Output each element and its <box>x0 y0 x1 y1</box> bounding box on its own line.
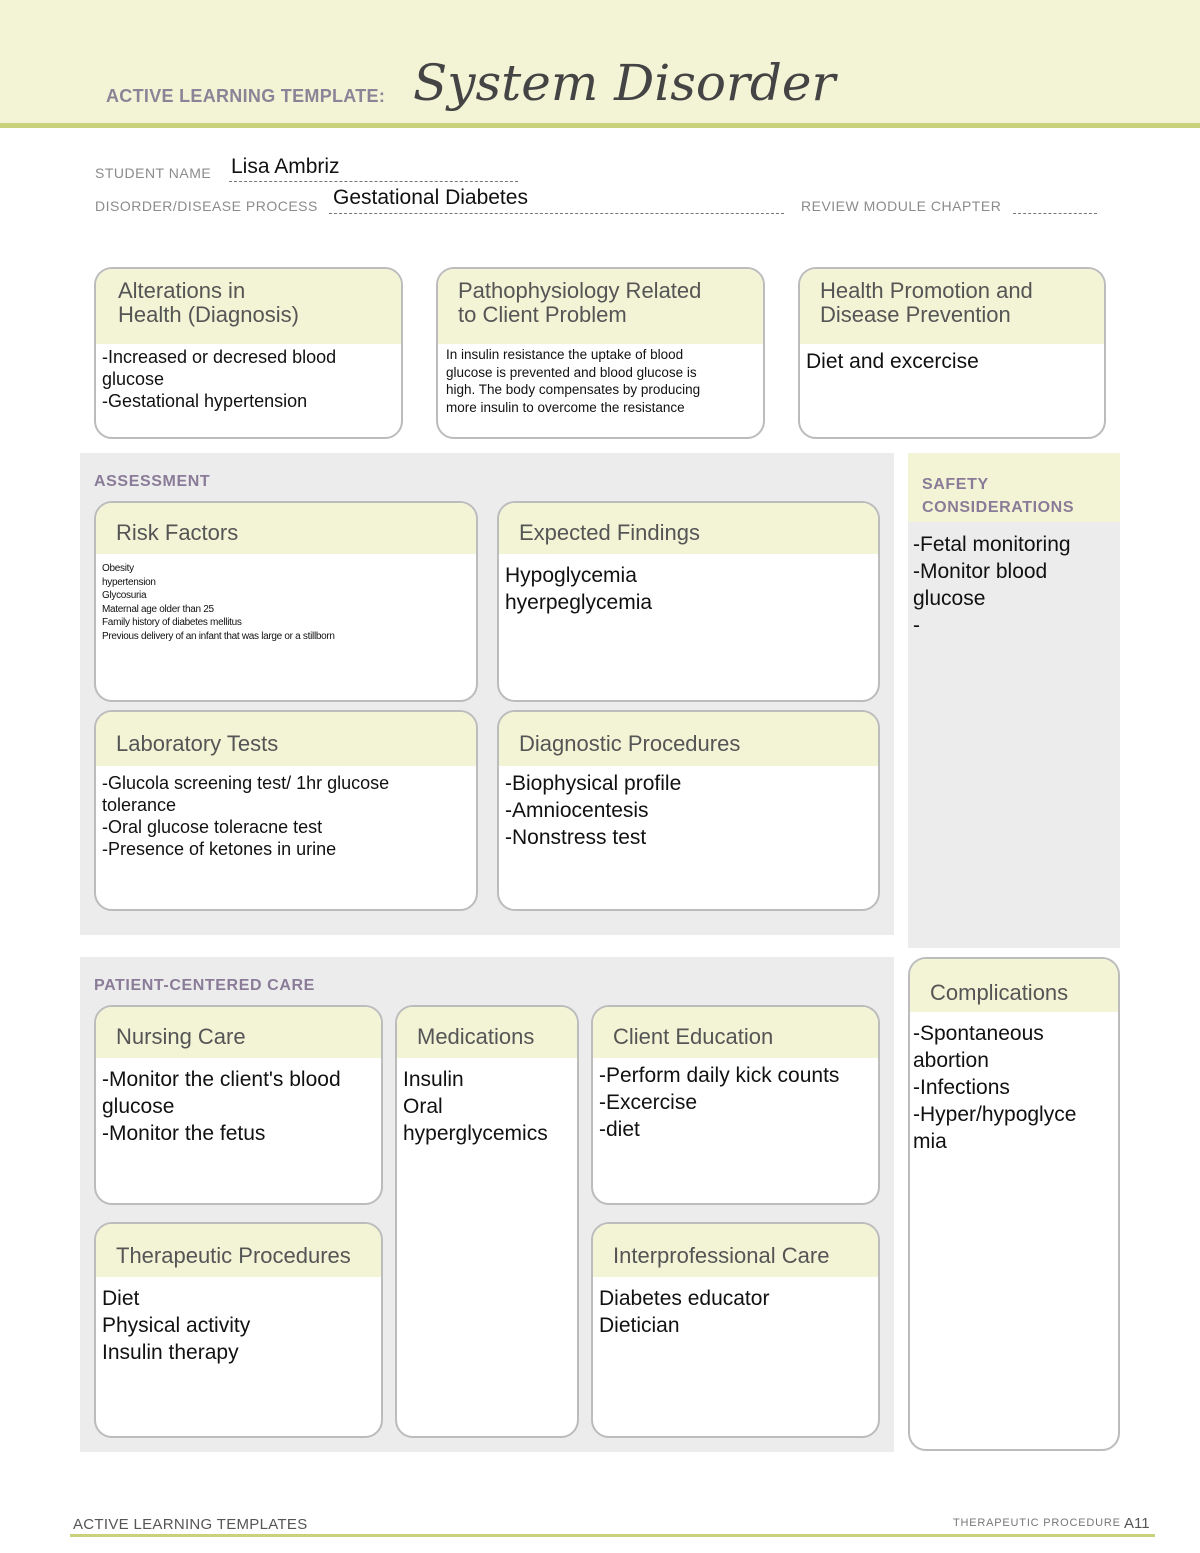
expected-findings-line: hyerpeglycemia <box>505 591 653 614</box>
alterations-title-line2: Health (Diagnosis) <box>118 302 299 327</box>
complications-card-header <box>910 959 1118 1012</box>
student-name-label: STUDENT NAME <box>95 165 212 181</box>
footer-left-label: ACTIVE LEARNING TEMPLATES <box>73 1516 308 1533</box>
complications-line: abortion <box>913 1049 989 1072</box>
safety-heading <box>922 473 1074 519</box>
client-education-title: Client Education <box>613 1024 774 1049</box>
student-name-underline <box>229 181 518 182</box>
risk-factors-card <box>94 501 478 702</box>
safety-content <box>913 531 1118 639</box>
laboratory-tests-line: tolerance <box>102 795 177 815</box>
laboratory-tests-line: -Presence of ketones in urine <box>102 839 337 859</box>
laboratory-tests-card <box>94 710 478 911</box>
disorder-underline <box>329 213 784 214</box>
health-promotion-line: Diet and excercise <box>806 350 979 373</box>
alterations-card-header <box>96 269 401 344</box>
medications-line: hyperglycemics <box>403 1122 548 1145</box>
patient-care-heading: PATIENT-CENTERED CARE <box>94 977 315 994</box>
medications-title: Medications <box>417 1024 535 1049</box>
safety-line: -Monitor blood <box>913 560 1048 583</box>
laboratory-tests-line: -Glucola screening test/ 1hr glucose <box>102 773 390 793</box>
laboratory-tests-line: -Oral glucose toleracne test <box>102 817 323 837</box>
nursing-care-title: Nursing Care <box>116 1024 246 1049</box>
expected-findings-card <box>497 501 880 702</box>
diagnostic-procedures-card-header <box>499 712 878 766</box>
alterations-title-line1: Alterations in <box>118 278 246 303</box>
risk-factors-line: Obesity <box>102 563 134 574</box>
disorder-field[interactable]: Gestational Diabetes <box>333 186 528 209</box>
pathophysiology-card <box>436 267 765 439</box>
expected-findings-card-header <box>499 503 878 554</box>
safety-line: -Fetal monitoring <box>913 533 1071 556</box>
safety-heading-line2: CONSIDERATIONS <box>922 499 1075 516</box>
therapeutic-procedures-line: Physical activity <box>102 1314 251 1337</box>
alterations-line: glucose <box>102 369 165 389</box>
complications-line: mia <box>913 1130 947 1153</box>
complications-line: -Infections <box>913 1076 1010 1099</box>
pathophysiology-title-line1: Pathophysiology Related <box>458 278 702 303</box>
disorder-label: DISORDER/DISEASE PROCESS <box>95 198 318 214</box>
therapeutic-procedures-line: Diet <box>102 1287 140 1310</box>
medications-card <box>395 1005 579 1438</box>
pathophysiology-card-header <box>438 269 763 344</box>
interprofessional-care-card-header <box>593 1224 878 1277</box>
alterations-card <box>94 267 403 439</box>
diagnostic-procedures-line: -Biophysical profile <box>505 772 682 795</box>
risk-factors-line: Glycosuria <box>102 590 147 601</box>
alterations-line: -Gestational hypertension <box>102 391 308 411</box>
laboratory-tests-card-header <box>96 712 476 766</box>
interprofessional-care-card <box>591 1222 880 1438</box>
expected-findings-line: Hypoglycemia <box>505 564 637 587</box>
expected-findings-title: Expected Findings <box>519 520 700 545</box>
client-education-line: -Excercise <box>599 1091 698 1114</box>
nursing-care-card-header <box>96 1007 381 1058</box>
chapter-label: REVIEW MODULE CHAPTER <box>801 198 1002 214</box>
risk-factors-line: Family history of diabetes mellitus <box>102 617 242 628</box>
medications-line: Insulin <box>403 1068 464 1091</box>
interprofessional-care-title: Interprofessional Care <box>613 1243 830 1268</box>
header-rule <box>0 123 1200 128</box>
assessment-heading: ASSESSMENT <box>94 473 211 490</box>
student-name-field[interactable]: Lisa Ambriz <box>231 155 340 178</box>
risk-factors-card-header <box>96 503 476 554</box>
template-label: ACTIVE LEARNING TEMPLATE: <box>106 86 386 106</box>
client-education-card <box>591 1005 880 1205</box>
pathophysiology-line: high. The body compensates by producing <box>446 382 701 397</box>
client-education-line: -Perform daily kick counts <box>599 1064 840 1087</box>
diagnostic-procedures-line: -Amniocentesis <box>505 799 649 822</box>
footer-right-label: THERAPEUTIC PROCEDURE <box>953 1517 1121 1529</box>
medications-line: Oral <box>403 1095 443 1118</box>
pathophysiology-title-line2: to Client Problem <box>458 302 627 327</box>
safety-line: - <box>913 614 920 637</box>
risk-factors-line: hypertension <box>102 576 156 588</box>
diagnostic-procedures-title: Diagnostic Procedures <box>519 731 741 756</box>
health-promotion-title-line1: Health Promotion and <box>820 278 1033 303</box>
laboratory-tests-title: Laboratory Tests <box>116 731 279 756</box>
risk-factors-line: Maternal age older than 25 <box>102 603 214 615</box>
health-promotion-card <box>798 267 1106 439</box>
pathophysiology-line: In insulin resistance the uptake of blood <box>446 347 684 362</box>
alterations-line: -Increased or decresed blood <box>102 347 337 367</box>
footer-rule <box>70 1534 1155 1537</box>
therapeutic-procedures-line: Insulin therapy <box>102 1341 239 1364</box>
client-education-line: -diet <box>599 1118 640 1141</box>
complications-line: -Spontaneous <box>913 1022 1044 1045</box>
nursing-care-card <box>94 1005 383 1205</box>
template-title: System Disorder <box>413 54 836 112</box>
safety-heading-line1: SAFETY <box>922 476 989 493</box>
complications-line: -Hyper/hypoglyce <box>913 1103 1077 1126</box>
pathophysiology-line: glucose is prevented and blood glucose is <box>446 364 697 380</box>
chapter-underline <box>1013 213 1097 214</box>
therapeutic-procedures-card <box>94 1222 383 1438</box>
safety-line: glucose <box>913 587 986 610</box>
therapeutic-procedures-card-header <box>96 1224 381 1277</box>
diagnostic-procedures-line: -Nonstress test <box>505 826 647 849</box>
risk-factors-title: Risk Factors <box>116 520 239 545</box>
complications-title: Complications <box>930 980 1069 1005</box>
client-education-card-header <box>593 1007 878 1058</box>
health-promotion-title-line2: Disease Prevention <box>820 302 1011 327</box>
footer-page-number: A11 <box>1124 1515 1150 1532</box>
nursing-care-line: -Monitor the fetus <box>102 1122 266 1145</box>
diagnostic-procedures-card <box>497 710 880 911</box>
nursing-care-line: -Monitor the client's blood <box>102 1068 341 1091</box>
safety-panel <box>908 453 1120 948</box>
interprofessional-care-line: Dietician <box>599 1314 680 1337</box>
health-promotion-card-header <box>800 269 1104 344</box>
complications-card <box>908 957 1120 1451</box>
therapeutic-procedures-title: Therapeutic Procedures <box>116 1243 351 1268</box>
pathophysiology-line: more insulin to overcome the resistance <box>446 399 685 415</box>
medications-card-header <box>397 1007 577 1058</box>
risk-factors-line: Previous delivery of an infant that was large or a stillborn <box>102 630 335 642</box>
interprofessional-care-line: Diabetes educator <box>599 1287 770 1310</box>
nursing-care-line: glucose <box>102 1095 175 1118</box>
